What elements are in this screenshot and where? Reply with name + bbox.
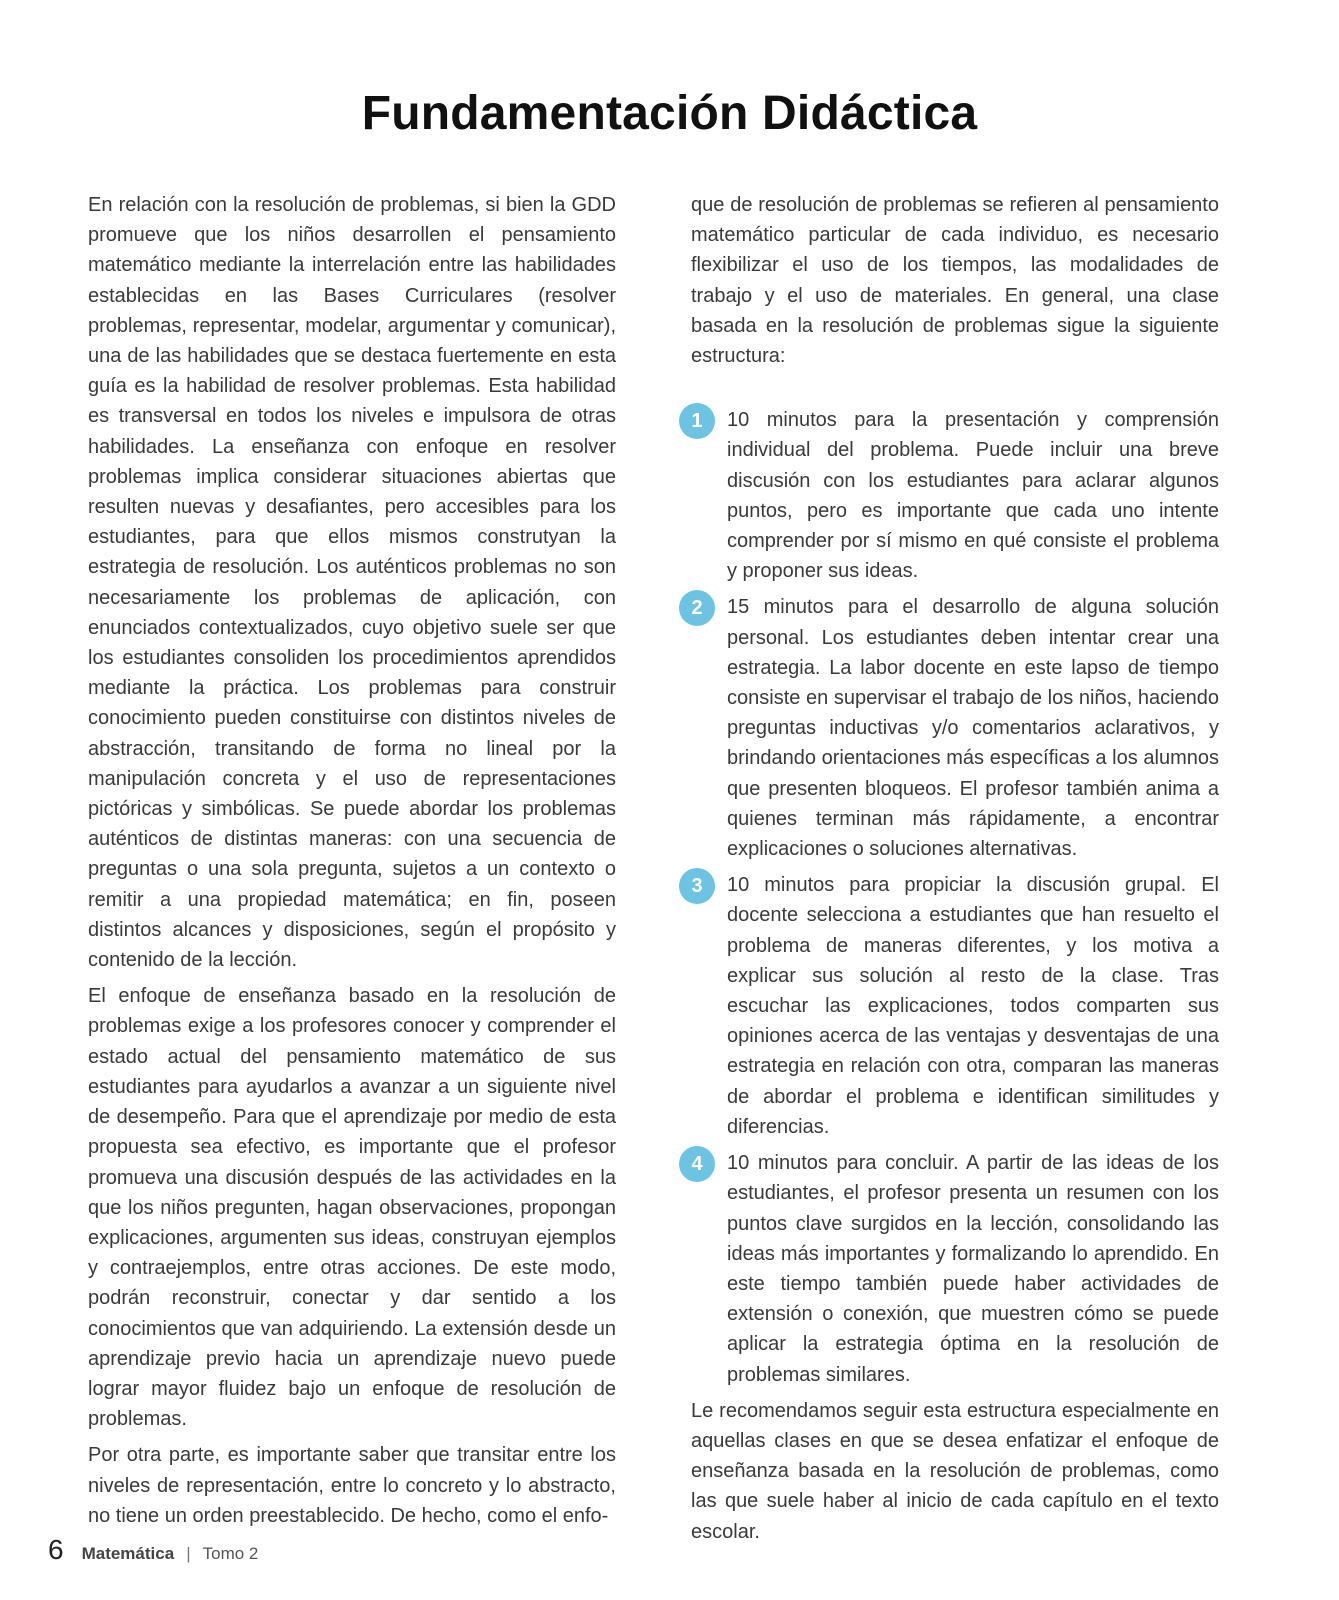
page-title: Fundamentación Didáctica — [361, 87, 978, 140]
step-text: 10 minutos para propiciar la discusión grupal. El docente selecciona a estudiantes que han resuelto el problema de maneras diferentes, y los motiva a explicar sus solución al resto de la clase. Tras escuchar las explicaciones, todos comparten sus opiniones acerca de las ventajas y desventajas de una estrategia en relación con otra, comparan las maneras de abordar el problema e identifican similitudes y diferencias. — [727, 874, 1219, 1138]
step-text: 10 minutos para concluir. A partir de las ideas de los estudiantes, el profesor presenta un resumen con los puntos clave surgidos en la lección, consolidando las ideas más importantes y formalizando lo aprendido. En este tiempo también puede haber actividades de extensión o conexión, que muestren cómo se puede aplicar la estrategia óptima en la resolución de problemas similares. — [727, 1152, 1219, 1386]
step-item — [691, 870, 1219, 1142]
step-number-badge: 2 — [679, 590, 715, 626]
step-number-badge: 4 — [679, 1146, 715, 1182]
step-text: 15 minutos para el desarrollo de alguna solución personal. Los estudiantes deben intentar crear una estrategia. La labor docente en este lapso de tiempo consiste en supervisar el trabajo de los niños, haciendo preguntas inductivas y/o comentarios aclarativos, y brindando orientaciones más específicas a los alumnos que presenten bloqueos. El profesor también anima a quienes terminan más rápidamente, a encontrar explicaciones o soluciones alternativas. — [727, 596, 1219, 861]
paragraph-closing: Le recomendamos seguir esta estructura especialmente en aquellas clases en que se desea enfatizar el enfoque de enseñanza basada en la resolución de problemas, como las que suele haber al inicio de cada capítulo en el texto escolar. — [691, 1399, 1219, 1543]
step-item — [691, 405, 1219, 586]
step-item — [691, 592, 1219, 864]
step-number-badge: 1 — [679, 403, 715, 439]
step-number-badge: 3 — [679, 868, 715, 904]
paragraph-intro: que de resolución de problemas se refieren al pensamiento matemático particular de cada individuo, es necesario flexibilizar el uso de los tiempos, las modalidades de trabajo y el uso de materiales. En general, una clase basada en la resolución de problemas sigue la siguiente estructura: — [691, 194, 1219, 368]
footer-separator: | — [186, 1544, 191, 1563]
right-column — [691, 190, 1219, 1553]
volume-label: Tomo 2 — [202, 1544, 259, 1563]
page-number: 6 — [48, 1534, 64, 1565]
page-footer — [48, 1534, 258, 1566]
paragraph: El enfoque de enseñanza basado en la resolución de problemas exige a los profesores conocer y comprender el estado actual del pensamiento matemático de sus estudiantes para ayudarlos a avanzar a un siguiente nivel de desempeño. Para que el aprendizaje por medio de esta propuesta sea efectivo, es importante que el profesor promueva una discusión después de las actividades en la que los niños pregunten, hagan observaciones, propongan explicaciones, argumenten sus ideas, construyan ejemplos y contraejemplos, entre otras acciones. De este modo, podrán reconstruir, conectar y dar sentido a los conocimientos que van adquiriendo. La extensión desde un aprendizaje previo hacia un aprendizaje nuevo puede lograr mayor fluidez bajo un enfoque de resolución de problemas. — [88, 985, 616, 1431]
book-title: Matemática — [81, 1544, 175, 1563]
paragraph: En relación con la resolución de problemas, si bien la GDD promueve que los niños desarrollen el pensamiento matemático mediante la interrelación entre las habilidades establecidas en las Bases Curriculares (resolver problemas, representar, modelar, argumentar y comunicar), una de las habilidades que se destaca fuertemente en esta guía es la habilidad de resolver problemas. Esta habilidad es transversal en todos los niveles e impulsora de otras habilidades. La enseñanza con enfoque en resolver problemas implica considerar situaciones abiertas que resulten nuevas y desafiantes, pero accesibles para los estudiantes, para que ellos mismos construtyan la estrategia de resolución. Los auténticos problemas no son necesariamente los problemas de aplicación, con enunciados contextualizados, cuyo objetivo suele ser que los estudiantes consoliden los procedimientos aprendidos mediante la práctica. Los problemas para construir conocimiento pueden constituirse con distintos niveles de abstracción, transitando de forma no lineal por la manipulación concreta y el uso de representaciones pictóricas y simbólicas. Se puede abordar los problemas auténticos de distintas maneras: con una secuencia de preguntas o una sola pregunta, sujetos a un contexto o remitir a una propiedad matemática; en fin, poseen distintos alcances y disposiciones, según el propósito y contenido de la lección. — [88, 194, 616, 972]
steps-list — [691, 405, 1219, 1390]
paragraph: Por otra parte, es importante saber que transitar entre los niveles de representación, entre lo concreto y lo abstracto, no tiene un orden preestablecido. De hecho, como el enfo- — [88, 1444, 616, 1527]
step-item — [691, 1148, 1219, 1390]
step-text: 10 minutos para la presentación y comprensión individual del problema. Puede incluir una breve discusión con los estudiantes para aclarar algunos puntos, pero es importante que cada uno intente comprender por sí mismo en qué consiste el problema y proponer sus ideas. — [727, 409, 1219, 583]
left-column — [88, 190, 616, 1537]
